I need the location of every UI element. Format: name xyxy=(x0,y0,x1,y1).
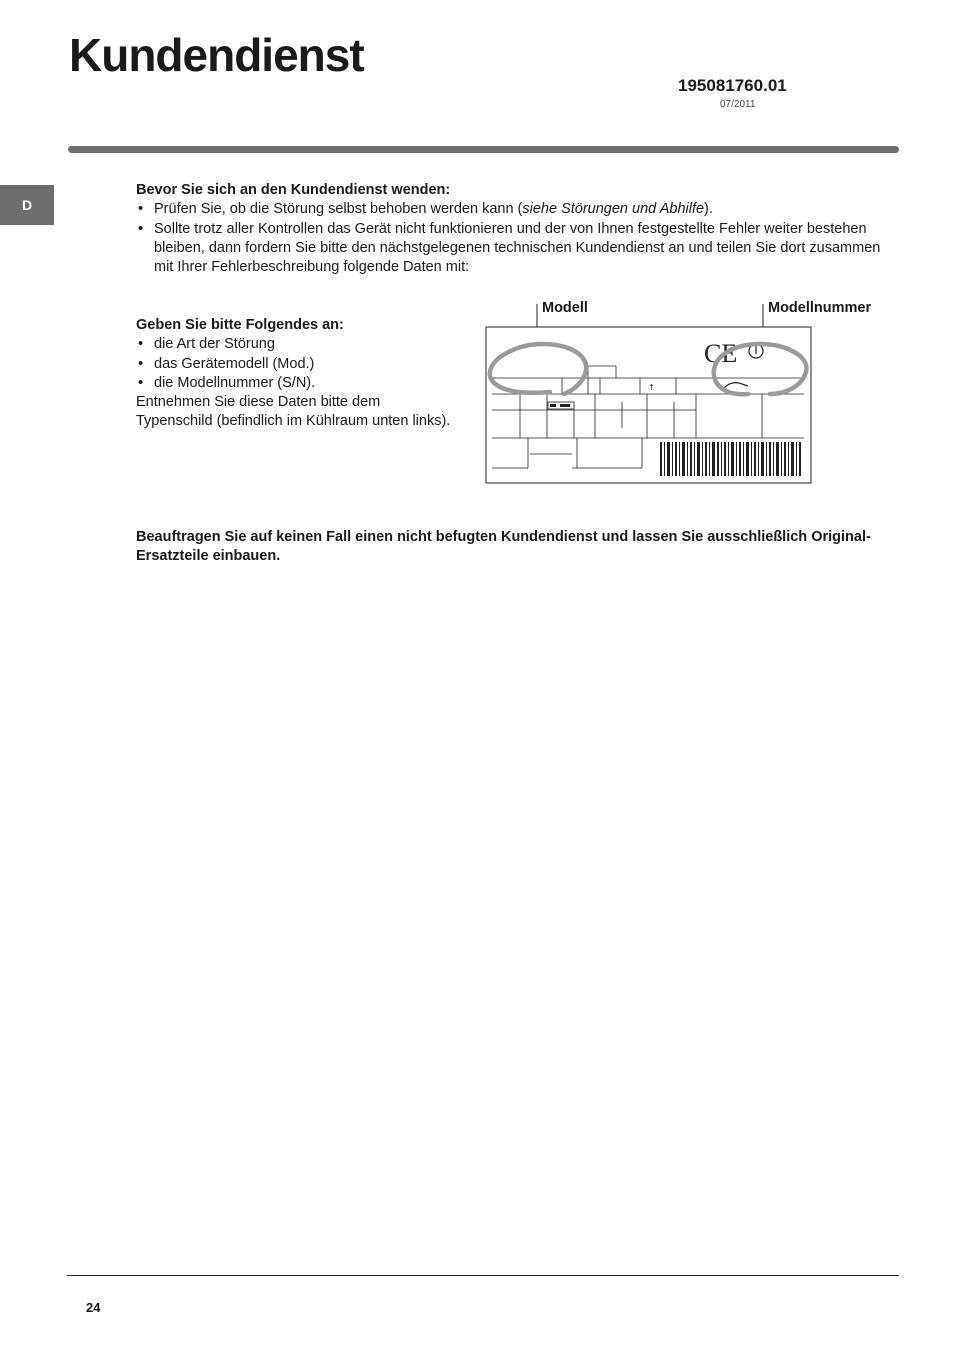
before-bullet-contact: • Sollte trotz aller Kontrollen das Gerät nicht funktionieren und der von Ihnen festgestellte Fehler weiter bestehen bleiben, dann fordern Sie bitte den nächstgelegenen technischen Kundendienst an und teilen Sie dort zusammen mit Ihrer Fehlerbeschreibung folgende Daten mit: xyxy=(136,220,896,278)
warning-text: Beauftragen Sie auf keinen Fall einen nicht befugten Kundendienst und lassen Sie ausschließlich Original-Ersatzteile einbauen. xyxy=(136,529,871,565)
section-before-heading: Bevor Sie sich an den Kundendienst wenden: xyxy=(136,182,451,198)
section-info-required xyxy=(136,316,456,432)
rating-plate-illustration xyxy=(480,298,820,488)
language-tab: D xyxy=(0,185,54,225)
footer-divider xyxy=(67,1275,899,1276)
info-note: Entnehmen Sie diese Daten bitte dem Typenschild (befindlich im Kühlraum unten links). xyxy=(136,394,451,430)
before-bullet-list xyxy=(136,200,896,277)
page-title: Kundendienst xyxy=(69,29,364,81)
temperature-icon: ↑ xyxy=(648,383,655,392)
header-divider xyxy=(68,146,899,153)
plate-label-serial: Modellnummer xyxy=(768,300,872,316)
before-bullet-check xyxy=(136,200,896,219)
section-info-heading: Geben Sie bitte Folgendes an: xyxy=(136,317,344,333)
document-number: 195081760.01 xyxy=(678,76,787,95)
info-item: • die Art der Störung xyxy=(136,335,456,354)
bullet1-reference: siehe Störungen und Abhilfe xyxy=(522,201,705,218)
plate-label-model: Modell xyxy=(542,300,588,316)
bullet1-prefix: Prüfen Sie, ob die Störung selbst behoben werden kann ( xyxy=(154,201,523,218)
page-number: 24 xyxy=(86,1300,101,1315)
info-item: • das Gerätemodell (Mod.) xyxy=(136,355,456,374)
ce-mark-icon: CE xyxy=(704,339,738,368)
info-bullet-list xyxy=(136,335,456,393)
section-before-contact xyxy=(136,181,896,277)
info-item: • die Modellnummer (S/N). xyxy=(136,374,456,393)
document-date: 07/2011 xyxy=(720,99,756,110)
bullet1-suffix: ). xyxy=(704,201,713,218)
